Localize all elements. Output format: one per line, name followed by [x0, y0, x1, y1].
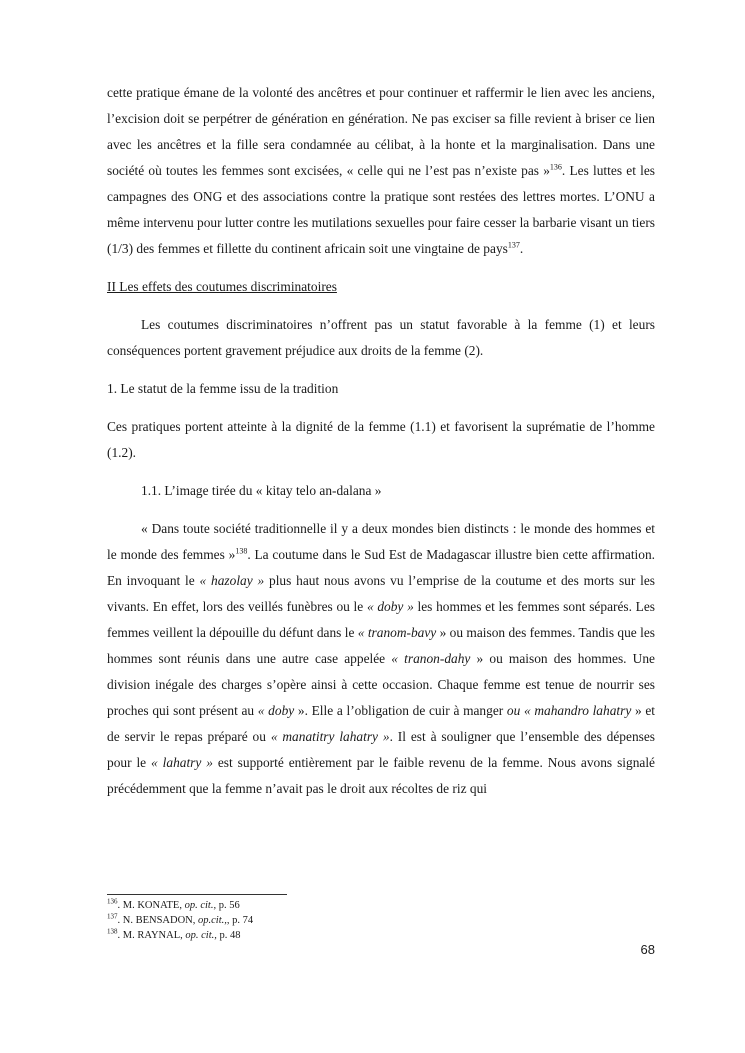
paragraph-text: . La coutume dans le Sud Est de Madagascar illustre bien cette affirmation. En invoquant le: [107, 547, 655, 588]
italic-term: « doby »: [366, 599, 414, 614]
paragraph-text: cette pratique émane de la volonté des ancêtres et pour continuer et raffermir le lien avec les anciens, l’excision doit se perpétrer de génération en génération. Ne pas exciser sa fille revient à briser ce lien avec les ancêtres et la fille sera condamnée au célibat, à la honte et la marginalisation. Dans une société où toutes les femmes sont excisées, « celle qui ne l’est pas n’existe pas »: [107, 85, 655, 178]
italic-term: « manatitry lahatry »: [270, 729, 390, 744]
footnote-number: 137: [107, 912, 118, 921]
footnote-number: 138: [107, 927, 118, 936]
footnote-page: p. 48: [216, 930, 241, 941]
footnote-page: p. 56: [216, 900, 240, 911]
paragraph-text: » ou maison des hommes. Une division inégale des charges s’opère ainsi à cette occasion. Chaque femme est tenue de nourrir ses proches qui sont présent au: [107, 651, 655, 718]
section-heading: II Les effets des coutumes discriminatoires: [107, 279, 337, 294]
italic-term: « lahatry »: [151, 755, 213, 770]
footnote-ref-137: 137: [507, 240, 520, 250]
footnote-author: . M. KONATE,: [117, 900, 185, 911]
sub-heading: 1. Le statut de la femme issu de la tradition: [107, 381, 339, 396]
footnote-136: [107, 898, 655, 913]
footnote-page: , p. 74: [226, 915, 254, 926]
paragraph-text: ». Elle a l’obligation de cuir à manger: [294, 703, 507, 718]
italic-term: « tranon-dahy: [391, 651, 471, 666]
italic-term: « doby: [257, 703, 295, 718]
footnote-ref: op.cit.,: [198, 915, 227, 926]
footnote-author: . M. RAYNAL,: [117, 930, 186, 941]
footnote-ref-138: 138: [235, 546, 248, 556]
footnote-author: . N. BENSADON,: [117, 915, 199, 926]
paragraph-text: « Dans toute société traditionnelle il y a deux mondes bien distincts : le monde des hommes et le monde des femmes »: [107, 521, 655, 562]
page-number: 68: [640, 942, 655, 957]
paragraph-pratiques: Ces pratiques portent atteinte à la dignité de la femme (1.1) et favorisent la suprématie de l’homme (1.2).: [107, 419, 655, 460]
footnote-ref: op. cit.,: [184, 900, 217, 911]
paragraph-text: . Il est à souligner que l’ensemble des dépenses pour le: [107, 729, 656, 770]
page-body: [107, 80, 655, 802]
subsub-heading: 1.1. L’image tirée du « kitay telo an-dalana »: [141, 483, 382, 498]
italic-term: ou « mahandro lahatry: [506, 703, 632, 718]
footnote-ref: op. cit.,: [185, 930, 217, 941]
paragraph-text: est supporté entièrement par le faible revenu de la femme. Nous avons signalé précédemment que la femme n’avait pas le droit aux récoltes de riz qui: [107, 755, 655, 796]
paragraph-excision: [107, 80, 655, 262]
footnote-divider: [107, 894, 287, 895]
paragraph-text: les hommes et les femmes sont séparés. Les femmes veillent la dépouille du défunt dans le: [107, 599, 656, 640]
footnote-number: 136: [107, 897, 118, 906]
italic-term: « hazolay »: [199, 573, 265, 588]
footnote-138: [107, 928, 655, 943]
paragraph-text: plus haut nous avons vu l’emprise de la coutume et des morts sur les vivants. En effet, lors des veillés funèbres ou le: [107, 573, 655, 614]
footnote-ref-136: 136: [549, 162, 562, 172]
paragraph-coutumes: Les coutumes discriminatoires n’offrent pas un statut favorable à la femme (1) et leurs conséquences portent gravement préjudice aux droits de la femme (2).: [107, 317, 655, 358]
paragraph-text: » et de servir le repas préparé ou: [107, 703, 655, 744]
footnotes: [107, 898, 655, 943]
paragraph-text: . Les luttes et les campagnes des ONG et des associations contre la pratique sont restées des lettres mortes. L’ONU a même intervenu pour lutter contre les mutilations sexuelles pour faire cesser la barbarie visant un tiers (1/3) des femmes et fillette du continent africain soit une vingtaine de pays: [107, 163, 656, 256]
paragraph-deux-mondes: [107, 516, 655, 802]
italic-term: « tranom-bavy: [357, 625, 437, 640]
paragraph-text: » ou maison des femmes. Tandis que les hommes sont réunis dans une autre case appelée: [107, 625, 655, 666]
paragraph-text: .: [519, 241, 524, 256]
footnote-137: [107, 913, 655, 928]
